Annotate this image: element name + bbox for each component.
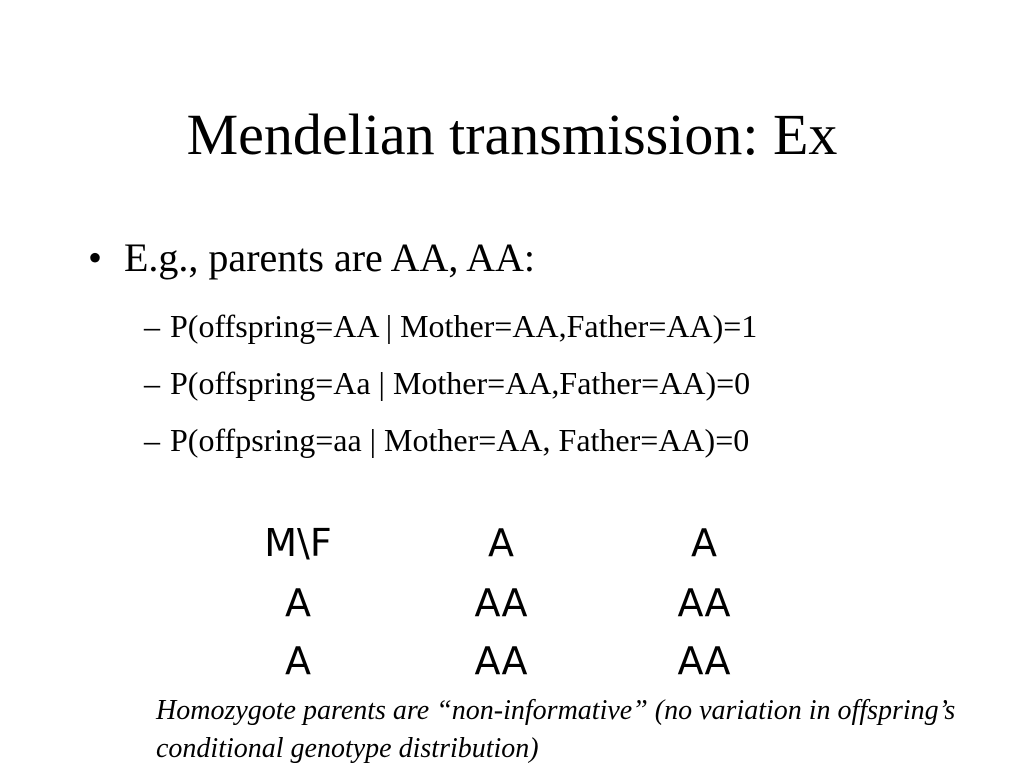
sub-bullet-item (144, 412, 757, 469)
caption-note: Homozygote parents are “non-informative” (no variation in offspring’s conditional genotype distribution) (156, 695, 956, 764)
sub-bullet-marker: – (144, 365, 160, 401)
punnett-father-allele: A (488, 521, 514, 565)
sub-bullet-text: P(offspring=AA | Mother=AA,Father=AA)=1 (170, 308, 758, 344)
sub-bullet-text: P(offpsring=aa | Mother=AA, Father=AA)=0 (170, 422, 750, 458)
bullet-text: E.g., parents are AA, AA: (124, 235, 536, 280)
bullet-marker: • (88, 235, 103, 280)
sub-bullet-list (144, 298, 757, 469)
punnett-corner-label: M\F (264, 521, 332, 565)
punnett-mother-allele: A (285, 581, 311, 625)
slide-title: Mendelian transmission: Ex (186, 102, 838, 167)
punnett-cell: AA (677, 639, 731, 683)
punnett-mother-allele: A (285, 639, 311, 683)
bullet-item (88, 232, 535, 284)
punnett-row (0, 574, 1024, 632)
punnett-father-allele: A (691, 521, 717, 565)
sub-bullet-marker: – (144, 422, 160, 458)
punnett-header-row (0, 514, 1024, 572)
punnett-cell: AA (677, 581, 731, 625)
punnett-cell: AA (474, 639, 528, 683)
sub-bullet-text: P(offspring=Aa | Mother=AA,Father=AA)=0 (170, 365, 751, 401)
punnett-row (0, 632, 1024, 690)
sub-bullet-item (144, 355, 757, 412)
punnett-cell: AA (474, 581, 528, 625)
sub-bullet-marker: – (144, 308, 160, 344)
sub-bullet-item (144, 298, 757, 355)
